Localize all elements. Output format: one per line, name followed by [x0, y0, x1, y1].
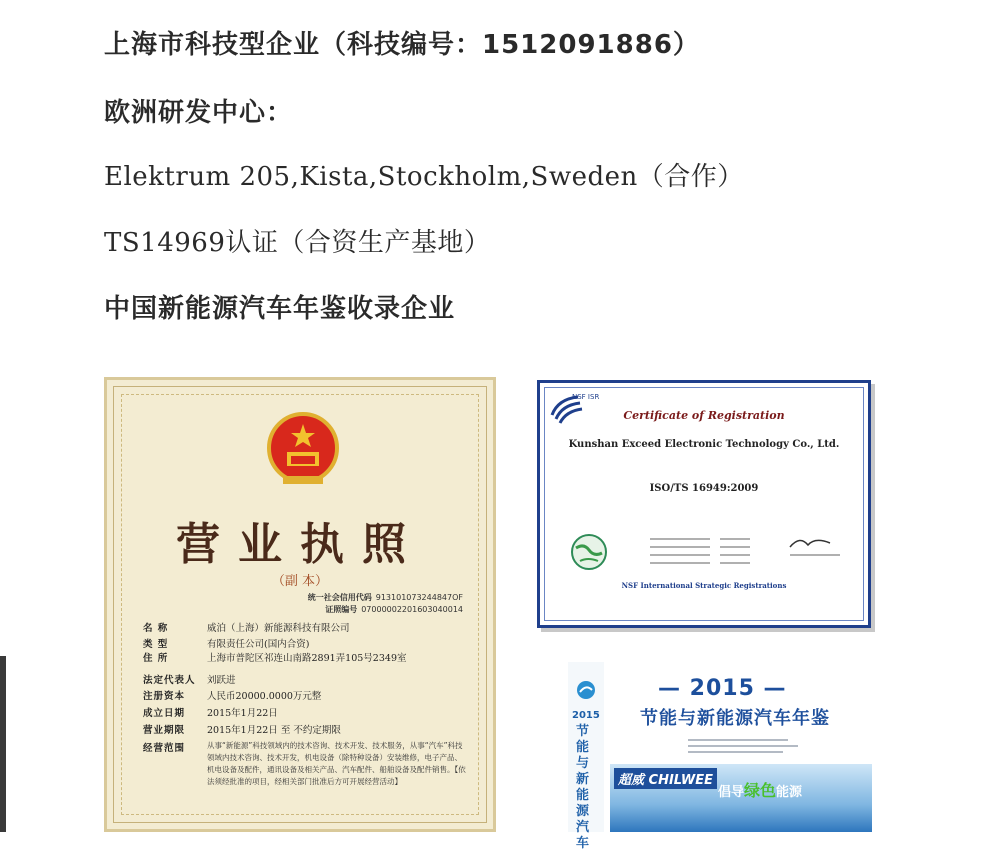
license-subtitle: （副 本）: [271, 574, 329, 589]
cert-title: Certificate of Registration: [623, 409, 785, 422]
registration-certificate-image: [537, 380, 871, 628]
spine-title: 节能与新能源汽车: [576, 724, 590, 851]
license-row: 法定代表人 刘跃进: [143, 675, 236, 686]
rd-center-address: Elektrum 205,Kista,Stockholm,Sweden（合作）: [104, 162, 744, 192]
yearbook-cover-image: [568, 662, 872, 851]
book-spine: [568, 662, 604, 851]
cert-details-lines: [650, 533, 850, 573]
yearbook-year: — 2015 —: [658, 676, 787, 701]
license-number: 证照编号 07000002201603040014: [325, 605, 463, 614]
yearbook-line: 中国新能源汽车年鉴收录企业: [104, 294, 456, 324]
cert-company: Kunshan Exceed Electronic Technology Co., Ltd.: [568, 439, 840, 450]
license-row: 注册资本 人民币20000.0000万元整: [143, 691, 322, 702]
business-license-image: [104, 377, 496, 832]
business-scope: 从事“新能源”科技领域内的技术咨询、技术开发、技术服务，从事“汽车”科技领域内技术咨询、技术开发，机电设备（除特种设备）安装维修，电子产品、机电设备及配件，通讯设备及相关产品、汽车配件、船舶设备及配件销售。【依法须经批准的项目，经相关部门批准后方可开展经营活动】: [207, 741, 466, 786]
license-row: 成立日期 2015年1月22日: [143, 708, 278, 719]
tech-enterprise-line: 上海市科技型企业（科技编号：1512091886）: [104, 30, 700, 60]
globe-icon: [570, 533, 608, 571]
license-row: 类 型 有限责任公司(国内合资): [143, 639, 310, 650]
cert-registrar: NSF International Strategic Registrations: [621, 581, 787, 590]
chilwee-banner: [610, 764, 872, 832]
license-row: 经营范围: [143, 743, 186, 754]
publisher-lines: [688, 736, 828, 756]
chilwee-logo: 超威 CHILWEE: [614, 768, 717, 789]
national-emblem-icon: [265, 410, 341, 490]
cert-standard: ISO/TS 16949:2009: [649, 483, 759, 494]
svg-text:NSF ISR: NSF ISR: [572, 393, 600, 401]
rd-center-label: 欧洲研发中心：: [104, 98, 294, 128]
ts-certification-line: TS14969认证（合资生产基地）: [104, 228, 491, 258]
banner-slogan: 倡导绿色能源: [718, 781, 803, 800]
license-row: 营业期限 2015年1月22日 至 不约定期限: [143, 725, 341, 736]
license-row: 住 所 上海市普陀区祁连山南路2891弄105号2349室: [143, 653, 407, 664]
license-row: 名 称 威泊（上海）新能源科技有限公司: [143, 623, 350, 634]
left-edge-bar: [0, 656, 6, 832]
yearbook-logo-icon: [576, 680, 596, 700]
license-title: 营业执照: [176, 519, 424, 570]
yearbook-title: 节能与新能源汽车年鉴: [640, 708, 830, 729]
credit-code: 统一社会信用代码 913101073244847OF: [307, 593, 463, 602]
spine-year: 2015: [572, 710, 600, 721]
